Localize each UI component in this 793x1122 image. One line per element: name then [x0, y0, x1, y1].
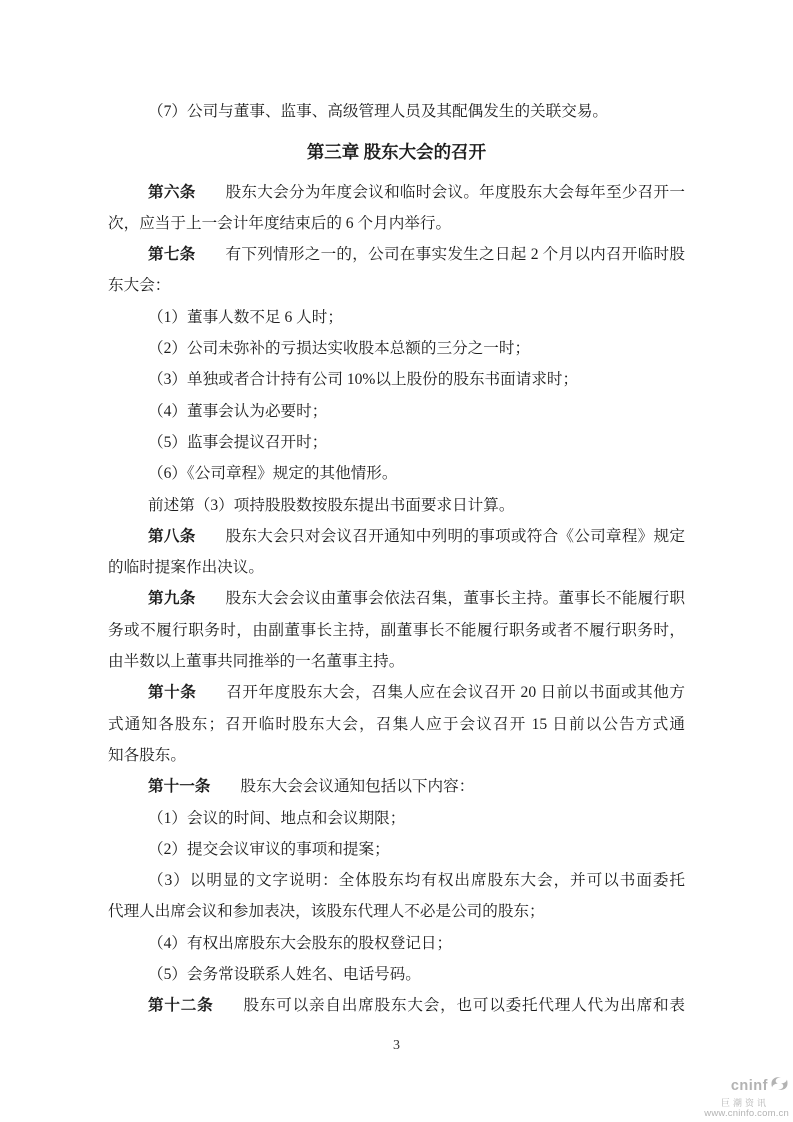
cninfo-logo	[704, 1074, 789, 1120]
text-run: 股东大会会议由董事会依法召集，董事长主持。董事长不能履行职	[225, 590, 685, 608]
article-number: 第十一条	[148, 778, 211, 796]
text-run: 有下列情形之一的，公司在事实发生之日起 2 个月以内召开临时股	[225, 246, 685, 264]
logo-chinese-name: 巨潮资讯	[720, 1098, 769, 1108]
article-number: 第九条	[148, 590, 196, 608]
document-line	[108, 458, 685, 489]
text-run: 前述第（3）项持股股数按股东提出书面要求日计算。	[148, 496, 515, 514]
article-number: 第七条	[148, 246, 196, 264]
document-content	[108, 96, 685, 1022]
logo-brand-text: cninf	[730, 1078, 768, 1094]
text-run: 知各股东。	[108, 746, 186, 764]
text-run: （3）单独或者合计持有公司 10%以上股份的股东书面请求时；	[148, 371, 579, 389]
intro-paragraph	[108, 96, 685, 127]
body-paragraphs	[108, 177, 685, 1022]
text-run: 的临时提案作出决议。	[108, 559, 264, 577]
text-run: （5）监事会提议召开时；	[148, 433, 328, 451]
article-number: 第八条	[148, 527, 196, 545]
document-line	[108, 740, 685, 771]
logo-url: www.cninfo.com.cn	[704, 1108, 789, 1119]
text-run: （3）以明显的文字说明：全体股东均有权出席股东大会，并可以书面委托	[148, 872, 685, 890]
text-run: 股东可以亲自出席股东大会，也可以委托代理人代为出席和表	[243, 997, 685, 1015]
text-run: 务或不履行职务时，由副董事长主持，副董事长不能履行职务或者不履行职务时，	[108, 621, 685, 639]
article-number: 第十条	[148, 684, 197, 702]
text-run: 次，应当于上一会计年度结束后的 6 个月内举行。	[108, 214, 452, 232]
document-line	[108, 364, 685, 395]
text-run: 由半数以上董事共同推举的一名董事主持。	[108, 653, 405, 671]
text-run: （4）董事会认为必要时；	[148, 402, 328, 420]
text-run: 股东大会会议通知包括以下内容：	[240, 778, 475, 796]
text-run: 东大会：	[108, 277, 171, 295]
document-line	[108, 333, 685, 364]
swirl-icon	[770, 1074, 789, 1098]
document-line	[108, 427, 685, 458]
text-run: （2）公司未弥补的亏损达实收股本总额的三分之一时；	[148, 340, 531, 358]
text-run: （1）董事人数不足 6 人时；	[148, 308, 343, 326]
document-line	[108, 177, 685, 208]
document-line	[108, 959, 685, 990]
chapter-heading: 第三章 股东大会的召开	[306, 142, 487, 163]
document-line	[108, 270, 685, 301]
document-line	[108, 709, 685, 740]
logo-brand-row	[704, 1074, 789, 1098]
article-number: 第十二条	[148, 997, 214, 1015]
text-run: （5）会务常设联系人姓名、电话号码。	[148, 966, 421, 984]
document-line	[108, 646, 685, 677]
document-line	[108, 677, 685, 708]
document-line	[108, 615, 685, 646]
document-line	[108, 552, 685, 583]
text-run: 式通知各股东；召开临时股东大会，召集人应于会议召开 15 日前以公告方式通	[108, 715, 685, 733]
document-line	[108, 834, 685, 865]
text-run: （7）公司与董事、监事、高级管理人员及其配偶发生的关联交易。	[148, 103, 609, 120]
document-line	[108, 239, 685, 270]
document-line	[108, 990, 685, 1021]
document-line	[108, 208, 685, 239]
document-line	[108, 521, 685, 552]
text-run: 股东大会只对会议召开通知中列明的事项或符合《公司章程》规定	[225, 527, 685, 545]
text-run: （2）提交会议审议的事项和提案；	[148, 840, 390, 858]
document-line	[108, 771, 685, 802]
document-line	[108, 865, 685, 896]
text-run: 股东大会分为年度会议和临时会议。年度股东大会每年至少召开一	[225, 183, 685, 201]
document-line	[108, 490, 685, 521]
document-line	[108, 928, 685, 959]
page-number: 3	[393, 1038, 400, 1053]
text-run: （4）有权出席股东大会股东的股权登记日；	[148, 934, 453, 952]
article-number: 第六条	[148, 183, 196, 201]
document-line	[108, 583, 685, 614]
document-line	[108, 396, 685, 427]
document-line	[108, 896, 685, 927]
document-line	[108, 803, 685, 834]
document-line	[108, 302, 685, 333]
text-run: 代理人出席会议和参加表决，该股东代理人不必是公司的股东；	[108, 903, 545, 921]
document-line	[108, 96, 685, 127]
text-run: （1）会议的时间、地点和会议期限；	[148, 809, 406, 827]
text-run: 召开年度股东大会，召集人应在会议召开 20 日前以书面或其他方	[226, 684, 685, 702]
text-run: （6）《公司章程》规定的其他情形。	[148, 465, 398, 483]
